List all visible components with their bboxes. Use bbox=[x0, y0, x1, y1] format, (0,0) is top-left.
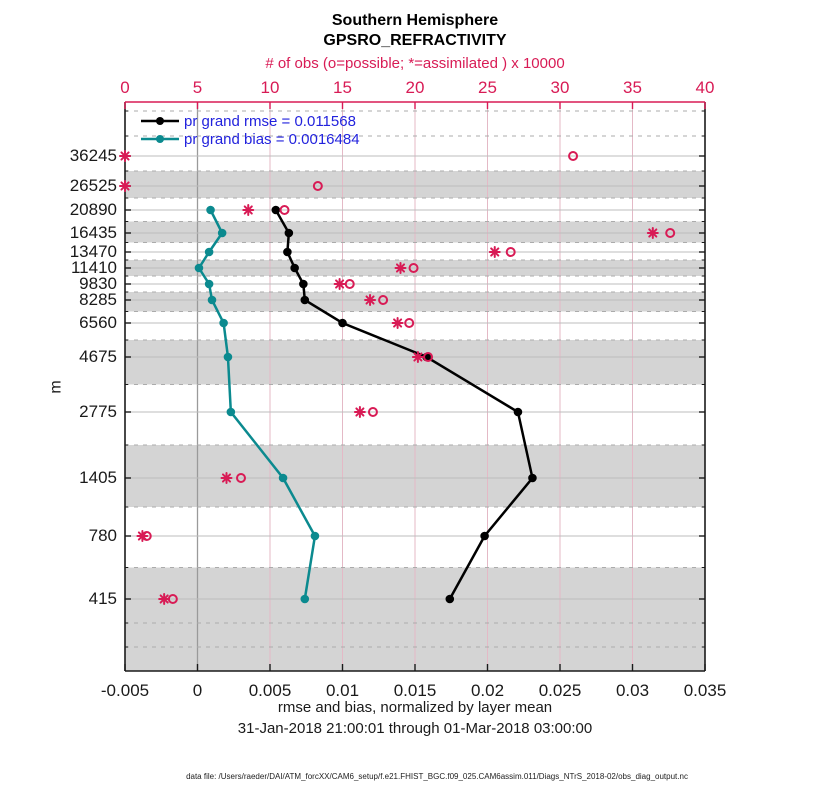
y-axis-tick-label: 415 bbox=[88, 589, 117, 608]
x-axis-tick-label: 0.02 bbox=[470, 681, 505, 700]
rmse-point bbox=[480, 532, 489, 541]
bias-point bbox=[219, 319, 228, 328]
top-axis-tick-label: 40 bbox=[695, 78, 715, 97]
bias-point bbox=[195, 264, 204, 273]
rmse-line-swatch-icon bbox=[140, 116, 180, 126]
rmse-point bbox=[285, 229, 294, 238]
x-axis-tick-label: 0.005 bbox=[248, 681, 292, 700]
legend-item-rmse bbox=[140, 112, 360, 130]
date-range-caption: 31-Jan-2018 21:00:01 through 01-Mar-2018 03:00:00 bbox=[237, 720, 593, 737]
bias-point bbox=[301, 595, 310, 604]
bias-point bbox=[218, 229, 227, 238]
rmse-point bbox=[514, 408, 523, 417]
top-axis-tick-label: 30 bbox=[550, 78, 570, 97]
y-axis-tick-label: 9830 bbox=[79, 274, 117, 293]
y-axis-tick-label: 13470 bbox=[69, 242, 117, 261]
y-axis-tick-label: 1405 bbox=[79, 468, 117, 487]
legend-label-bias: pr grand bias = 0.0016484 bbox=[184, 130, 360, 148]
top-axis-label: # of obs (o=possible; *=assimilated ) x 10000 bbox=[265, 55, 565, 72]
x-axis-tick-label: 0.035 bbox=[683, 681, 727, 700]
x-axis-tick-label: 0.01 bbox=[325, 681, 360, 700]
top-axis-tick-label: 5 bbox=[192, 78, 203, 97]
y-axis-tick-label: 4675 bbox=[79, 347, 117, 366]
y-axis-tick-label: 780 bbox=[88, 526, 117, 545]
top-axis-tick-label: 25 bbox=[478, 78, 497, 97]
rmse-point bbox=[446, 595, 455, 604]
bias-point bbox=[311, 532, 320, 541]
y-axis-label: m bbox=[47, 380, 65, 394]
chart-subtitle: GPSRO_REFRACTIVITY bbox=[323, 32, 507, 49]
rmse-point bbox=[272, 206, 281, 215]
y-axis-tick-label: 16435 bbox=[69, 223, 117, 242]
y-axis-tick-label: 2775 bbox=[79, 402, 117, 421]
top-axis-tick-label: 20 bbox=[405, 78, 425, 97]
y-axis-tick-label: 8285 bbox=[79, 290, 117, 309]
rmse-point bbox=[283, 248, 292, 257]
x-axis-tick-label: -0.005 bbox=[100, 681, 150, 700]
legend-item-bias bbox=[140, 130, 360, 148]
y-axis-tick-label: 6560 bbox=[79, 313, 117, 332]
data-file-path: data file: /Users/raeder/DAI/ATM_forcXX/CAM6_setup/f.e21.FHIST_BGC.f09_025.CAM6assim.011/Diags_NTrS_2018-02/obs_diag_output.nc bbox=[186, 772, 688, 781]
bias-line-swatch-icon bbox=[140, 134, 180, 144]
rmse-point bbox=[299, 280, 308, 289]
y-axis-tick-label: 36245 bbox=[69, 146, 117, 165]
y-axis-tick-label: 11410 bbox=[70, 258, 117, 277]
bias-point bbox=[279, 474, 288, 483]
y-axis-tick-label: 26525 bbox=[69, 176, 117, 195]
bias-point bbox=[206, 206, 215, 215]
x-axis-tick-label: 0 bbox=[192, 681, 203, 700]
x-axis-tick-label: 0.03 bbox=[615, 681, 650, 700]
chart-title: Southern Hemisphere bbox=[331, 12, 499, 29]
y-axis-tick-label: 20890 bbox=[69, 200, 117, 219]
rmse-point bbox=[301, 296, 310, 305]
bias-point bbox=[205, 280, 214, 289]
x-axis-tick-label: 0.015 bbox=[393, 681, 437, 700]
top-axis-tick-label: 15 bbox=[333, 78, 352, 97]
legend bbox=[140, 112, 360, 148]
rmse-point bbox=[290, 264, 299, 273]
bias-point bbox=[208, 296, 217, 305]
bias-point bbox=[224, 353, 233, 362]
legend-label-rmse: pr grand rmse = 0.011568 bbox=[184, 112, 356, 130]
rmse-point bbox=[528, 474, 537, 483]
bias-point bbox=[227, 408, 236, 417]
rmse-point bbox=[338, 319, 347, 328]
x-axis-tick-label: 0.025 bbox=[538, 681, 582, 700]
bias-point bbox=[205, 248, 214, 257]
top-axis-tick-label: 35 bbox=[623, 78, 642, 97]
x-axis-label: rmse and bias, normalized by layer mean bbox=[277, 699, 553, 716]
top-axis-tick-label: 0 bbox=[120, 78, 130, 97]
top-axis-tick-label: 10 bbox=[260, 78, 280, 97]
